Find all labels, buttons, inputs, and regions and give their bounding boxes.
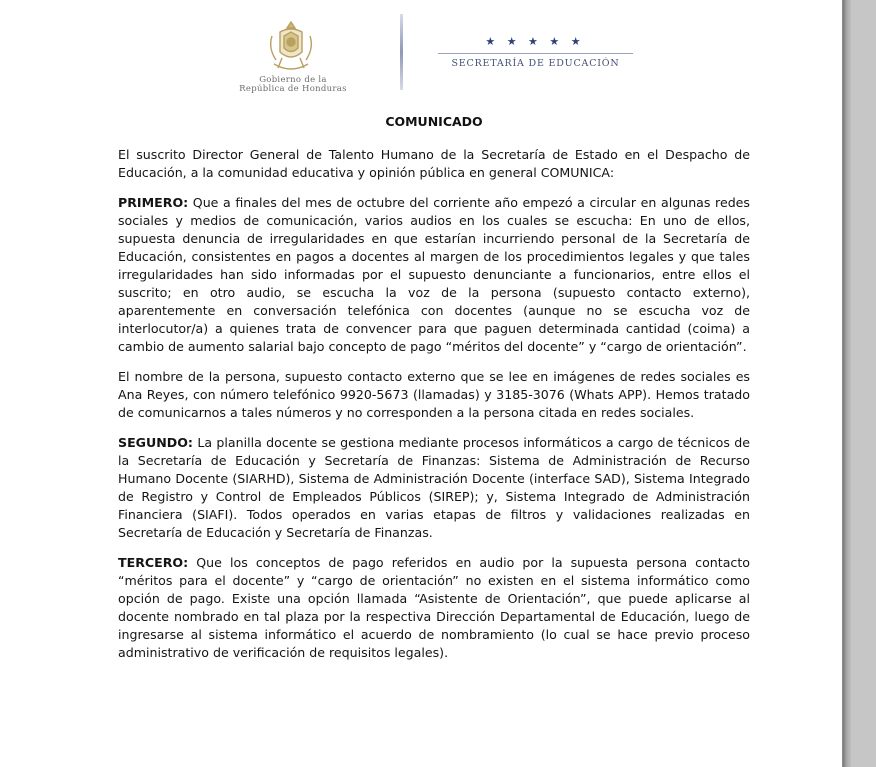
segundo-paragraph: [118, 434, 750, 542]
letterhead: [0, 6, 842, 102]
intro-paragraph: El suscrito Director General de Talento Humano de la Secretaría de Estado en el Despacho de Educación, a la comunidad educativa y opinión pública en general COMUNICA:: [118, 147, 750, 180]
gov-line-2: República de Honduras: [239, 84, 347, 94]
primero-paragraph: [118, 194, 750, 356]
page-shadow: [843, 0, 851, 767]
viewer-background: [851, 0, 876, 767]
secretaria-name: SECRETARÍA DE EDUCACIÓN: [451, 58, 620, 69]
coat-of-arms-icon: [262, 18, 320, 76]
document-body: [118, 146, 750, 674]
tercero-text: Que los conceptos de pago referidos en audio por la supuesta persona contacto “méritos para el docente” y “cargo de orientación” no existen en el sistema informático como opción de pago. Existe una opción llamada “Asistente de Orientación”, que puede aplicarse al docente nombrado en tal plaza por la respectiva Dirección Departamental de Educación, luego de ingresarse al sistema informático el acuerdo de nombramiento (lo cual se hace previo proceso administrativo de verificación de requisitos legales).: [118, 555, 750, 660]
document-title: COMUNICADO: [385, 114, 483, 129]
primero-text: Que a finales del mes de octubre del corriente año empezó a circular en algunas redes sociales y medios de comunicación, varios audios en los cuales se escucha: En uno de ellos, supuesta denuncia de irregularidades en que estarían incurriendo personal de la Secretaría de Educación, consistentes en pagos a docentes al margen de los procedimientos legales y que tales irregularidades han sido informadas por el supuesto denunciante a funcionarios, entre ellos el suscrito; en otro audio, se escucha la voz de la persona (supuesto contacto externo), aparentemente en conversación telefónica con docentes (aunque no se escucha voz de interlocutor/a) a quienes trata de convencer para que paguen determinada cantidad (coima) a cambio de aumento salarial bajo concepto de pago “méritos del docente” y “cargo de orientación”.: [118, 195, 750, 354]
secretaria-rule: [438, 53, 633, 54]
tercero-paragraph: [118, 554, 750, 662]
primero-label: PRIMERO:: [118, 195, 189, 210]
segundo-label: SEGUNDO:: [118, 435, 193, 450]
segundo-text: La planilla docente se gestiona mediante procesos informáticos a cargo de técnicos de la Secretaría de Educación y Secretaría de Finanzas: Sistema de Administración de Recurso Humano Docente (SIARHD), Sistema de Administración Docente (interface SAD), Sistema Integrado de Registro y Control de Empleados Públicos (SIREP); y, Sistema Integrado de Administración Financiera (SIAFI). Todos operados en varias etapas de filtros y validaciones realizadas en Secretaría de Educación y Secretaría de Finanzas.: [118, 435, 750, 540]
gov-line-1: Gobierno de la: [259, 75, 327, 85]
header-divider: [400, 14, 403, 90]
stars-icon: ★ ★ ★ ★ ★: [485, 35, 585, 48]
tercero-label: TERCERO:: [118, 555, 189, 570]
government-name: [218, 76, 368, 94]
nombre-paragraph: El nombre de la persona, supuesto contacto externo que se lee en imágenes de redes sociales es Ana Reyes, con número telefónico 9920-5673 (llamadas) y 3185-3076 (Whats APP). Hemos tratado de comunicarnos a tales números y no corresponden a la persona citada en redes sociales.: [118, 369, 750, 420]
